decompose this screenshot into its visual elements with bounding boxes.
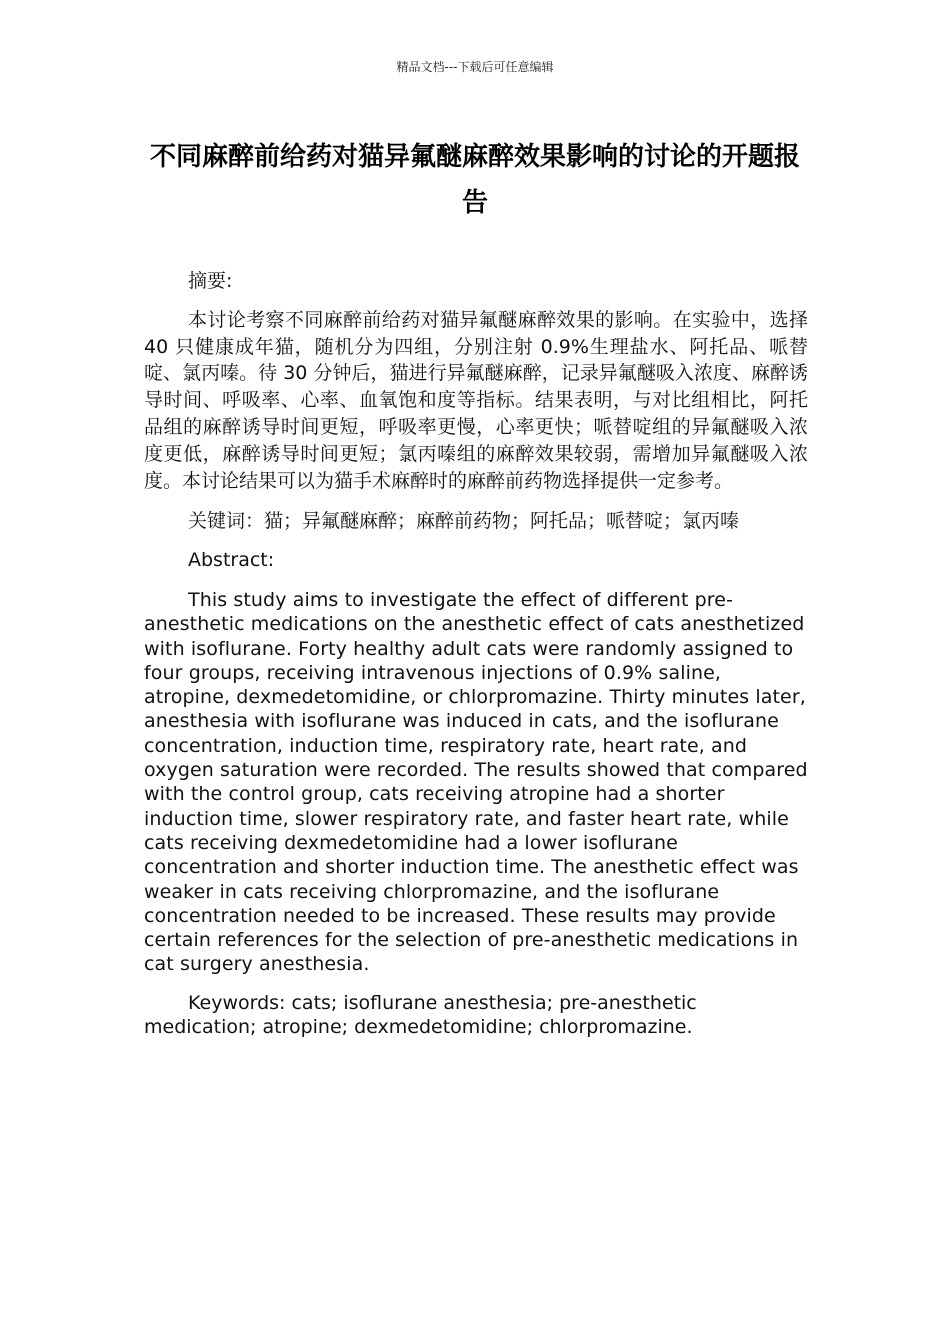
zh-keywords: 关键词：猫；异氟醚麻醉；麻醉前药物；阿托品；哌替啶；氯丙嗪 [188, 510, 740, 533]
document-title: 不同麻醉前给药对猫异氟醚麻醉效果影响的讨论的开题报告 [149, 142, 800, 218]
zh-abstract-text: 本讨论考察不同麻醉前给药对猫异氟醚麻醉效果的影响。在实验中，选择 40 只健康成年猫，随机分为四组，分别注射 0.9%生理盐水、阿托品、哌替啶、氯丙嗪。待 30 分钟后，猫进行异氟醚麻醉，记录异氟醚吸入浓度、麻醉诱导时间、呼吸率、心率、血氧饱和度等指标。结果表明，与对比组相比，阿托品组的麻醉诱导时间更短，呼吸率更慢，心率更快；哌替啶组的异氟醚吸入浓度更低，麻醉诱导时间更短；氯丙嗪组的麻醉效果较弱，需增加异氟醚吸入浓度。本讨论结果可以为猫手术麻醉时的麻醉前药物选择提供一定参考。 [144, 308, 808, 492]
en-keywords: Keywords: cats; isoflurane anesthesia; pre-anesthetic medication; atropine; dexmedetomidine; chlorpromazine. [144, 991, 697, 1039]
en-abstract-label: Abstract: [188, 549, 275, 572]
document-body [144, 268, 808, 1040]
zh-abstract-label: 摘要: [188, 270, 233, 292]
en-abstract-text: This study aims to investigate the effect of different pre-anesthetic medications on the anesthetic effect of cats anesthetized with isoflurane. Forty healthy adult cats were randomly assigned to four groups, receiving intravenous injections of 0.9% saline, atropine, dexmedetomidine, or chlorpromazine. Thirty minutes later, anesthesia with isoflurane was induced in cats, and the isoflurane concentration, induction time, respiratory rate, heart rate, and oxygen saturation were recorded. The results showed that compared with the control group, cats receiving atropine had a shorter induction time, slower respiratory rate, and faster heart rate, while cats receiving dexmedetomidine had a lower isoflurane concentration and shorter induction time. The anesthetic effect was weaker in cats receiving chlorpromazine, and the isoflurane concentration needed to be increased. These results may provide certain references for the selection of pre-anesthetic medications in cat surgery anesthesia. [144, 588, 808, 976]
header-note: 精品文档---下载后可任意编辑 [396, 60, 554, 74]
